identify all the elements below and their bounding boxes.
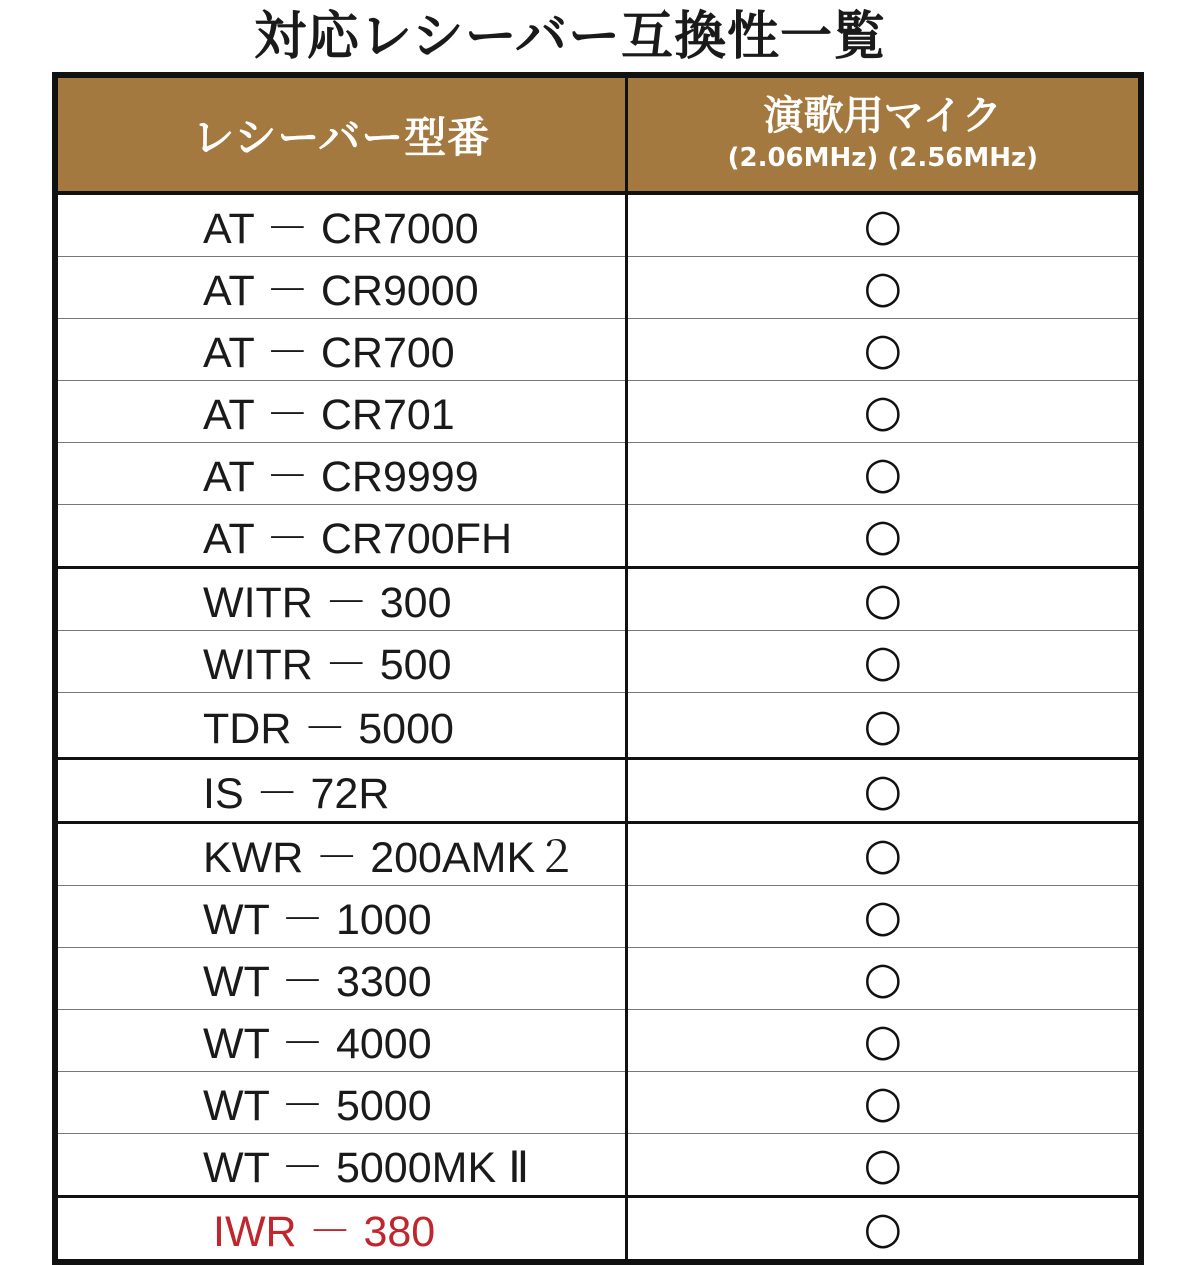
compatible-circle-mark: ○ [863,386,903,437]
table-row [55,886,1141,948]
compatibility-mark-cell [626,1010,1141,1072]
compatibility-mark-cell [626,319,1141,381]
header-receiver-model: レシーバー型番 [55,75,626,193]
table-row [55,505,1141,568]
receiver-model-cell: AT － CR7000 [55,193,626,257]
receiver-model-cell: AT － CR700FH [55,505,626,568]
compatible-circle-mark: ○ [863,262,903,313]
receiver-model-cell: AT － CR701 [55,381,626,443]
table-row [55,823,1141,886]
compatibility-mark-cell [626,631,1141,693]
compatible-circle-mark: ○ [863,699,903,751]
receiver-model-cell: WT － 4000 [55,1010,626,1072]
receiver-model-cell: AT － CR9000 [55,257,626,319]
compatibility-mark-cell [626,193,1141,257]
receiver-model-cell: TDR － 5000 [55,693,626,759]
table-row [55,443,1141,505]
table-row [55,1197,1141,1263]
page-title: 対応レシーバー互換性一覧 [253,7,887,67]
compatibility-mark-cell [626,257,1141,319]
table-row [55,1134,1141,1197]
receiver-model-cell: WT － 5000MK Ⅱ [55,1134,626,1197]
compatibility-mark-cell [626,381,1141,443]
compatibility-mark-cell [626,443,1141,505]
table-row [55,568,1141,631]
compatible-circle-mark: ○ [863,574,903,625]
compatible-circle-mark: ○ [863,953,903,1004]
table-row [55,1010,1141,1072]
compatibility-mark-cell [626,948,1141,1010]
header-mic-frequency: (2.06MHz) (2.56MHz) [727,142,1039,173]
compatible-circle-mark: ○ [863,829,903,880]
compatibility-mark-cell [626,568,1141,631]
receiver-model-cell: WITR － 300 [55,568,626,631]
compatibility-mark-cell [626,886,1141,948]
compatibility-table [52,72,1144,1265]
compatible-circle-mark: ○ [863,765,903,816]
compatible-circle-mark: ○ [863,1203,903,1254]
header-mic-label: 演歌用マイク [763,92,1003,139]
compatibility-mark-cell [626,759,1141,823]
compatibility-mark-cell [626,693,1141,759]
receiver-model-cell: IWR － 380 [55,1197,626,1263]
compatible-circle-mark: ○ [863,1015,903,1066]
table-row [55,1072,1141,1134]
compatibility-mark-cell [626,505,1141,568]
receiver-model-cell: WT － 3300 [55,948,626,1010]
receiver-model-cell: AT － CR700 [55,319,626,381]
receiver-model-cell: WT － 5000 [55,1072,626,1134]
table-row [55,948,1141,1010]
compatible-circle-mark: ○ [863,200,903,251]
compatible-circle-mark: ○ [863,636,903,687]
table-row [55,631,1141,693]
table-row [55,193,1141,257]
compatibility-mark-cell [626,1072,1141,1134]
compatibility-mark-cell [626,1197,1141,1263]
table-row [55,693,1141,759]
table-row [55,319,1141,381]
table-row [55,759,1141,823]
receiver-model-cell: KWR － 200AMK２ [55,823,626,886]
compatible-circle-mark: ○ [863,1077,903,1128]
compatibility-mark-cell [626,1134,1141,1197]
compatible-circle-mark: ○ [863,448,903,499]
receiver-model-cell: WITR － 500 [55,631,626,693]
compatible-circle-mark: ○ [863,510,903,561]
compatible-circle-mark: ○ [863,891,903,942]
table-row [55,257,1141,319]
table-header-row [55,75,1141,193]
table-row [55,381,1141,443]
receiver-model-cell: WT － 1000 [55,886,626,948]
header-enka-mic [626,75,1141,193]
compatibility-mark-cell [626,823,1141,886]
receiver-model-cell: AT － CR9999 [55,443,626,505]
compatible-circle-mark: ○ [863,324,903,375]
compatible-circle-mark: ○ [863,1139,903,1190]
receiver-model-cell: IS － 72R [55,759,626,823]
